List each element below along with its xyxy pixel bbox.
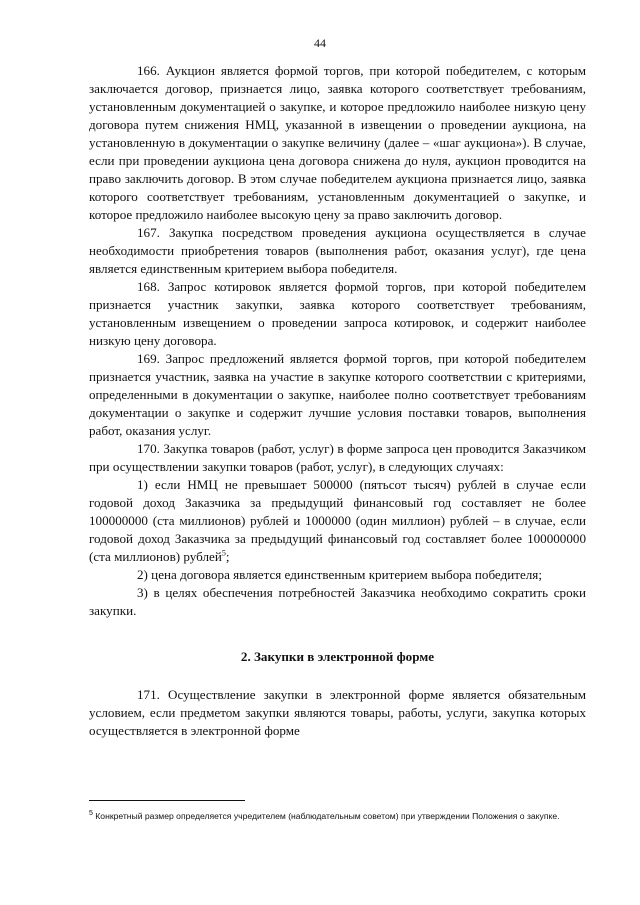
footnote <box>89 809 586 823</box>
footnote-divider <box>89 800 245 801</box>
list-item-2: 2) цена договора является единственным критерием выбора победителя; <box>137 567 542 582</box>
section-heading: 2. Закупки в электронной форме <box>240 649 435 664</box>
paragraph-171: 171. Осуществление закупки в электронной форме является обязательным условием, если предметом закупки являются товары, работы, услуги, закупка которых осуществляется в электронной форме <box>89 687 586 738</box>
list-item-1 <box>89 476 586 566</box>
list-item-1-end: ; <box>225 549 230 564</box>
footnote-reference[interactable]: 5 <box>221 548 226 558</box>
document-body <box>89 62 586 740</box>
page-number: 44 <box>314 36 326 50</box>
list-item-3: 3) в целях обеспечения потребностей Заказчика необходимо сократить сроки закупки. <box>89 585 586 618</box>
paragraph-169: 169. Запрос предложений является формой торгов, при которой победителем признается участник, заявка на участие в закупке которого соответствии с критериями, определенными в документации о закупке, наиболее полно соответствует требованиям документации о закупке и содержит лучшие условия поставки товаров, выполнения работ, оказания услуг. <box>89 351 586 438</box>
paragraph-168: 168. Запрос котировок является формой торгов, при которой победителем признается участник закупки, заявка которого соответствует требованиям, установленным извещением о проведении запроса котировок, и содержит наиболее низкую цену договора. <box>89 279 586 348</box>
paragraph-166: 166. Аукцион является формой торгов, при которой победителем, с которым заключается договор, признается лицо, заявка которого соответствует требованиям, установленным документацией о закупке, и которое предложило наиболее низкую цену договора путем снижения НМЦ, указанной в извещении о проведении аукциона, на установленную в документации о закупке величину (далее – «шаг аукциона»). В случае, если при проведении аукциона цена договора снижена до нуля, аукцион проводится на право заключить договор. В этом случае победителем аукциона признается лицо, заявка которого соответствует требованиям, установленным документацией о закупке, и которое предложило наиболее высокую цену за право заключить договор. <box>89 63 586 222</box>
footnote-text: Конкретный размер определяется учредителем (наблюдательным советом) при утверждении Положения о закупке. <box>92 811 560 821</box>
footnote-mark: 5 <box>89 810 93 818</box>
paragraph-170: 170. Закупка товаров (работ, услуг) в форме запроса цен проводится Заказчиком при осуществлении закупки товаров (работ, услуг), в следующих случаях: <box>89 441 586 474</box>
list-item-1-text: 1) если НМЦ не превышает 500000 (пятьсот тысяч) рублей в случае если годовой доход Заказчика за предыдущий финансовый год составляет не более 100000000 (ста миллионов) рублей и 1000000 (один миллион) рублей – в случае, если годовой доход Заказчика за предыдущий финансовый год составляет более 100000000 (ста миллионов) рублей <box>89 477 586 564</box>
paragraph-167: 167. Закупка посредством проведения аукциона осуществляется в случае необходимости приобретения товаров (выполнения работ, оказания услуг), где цена является единственным критерием выбора победителя. <box>89 225 586 276</box>
